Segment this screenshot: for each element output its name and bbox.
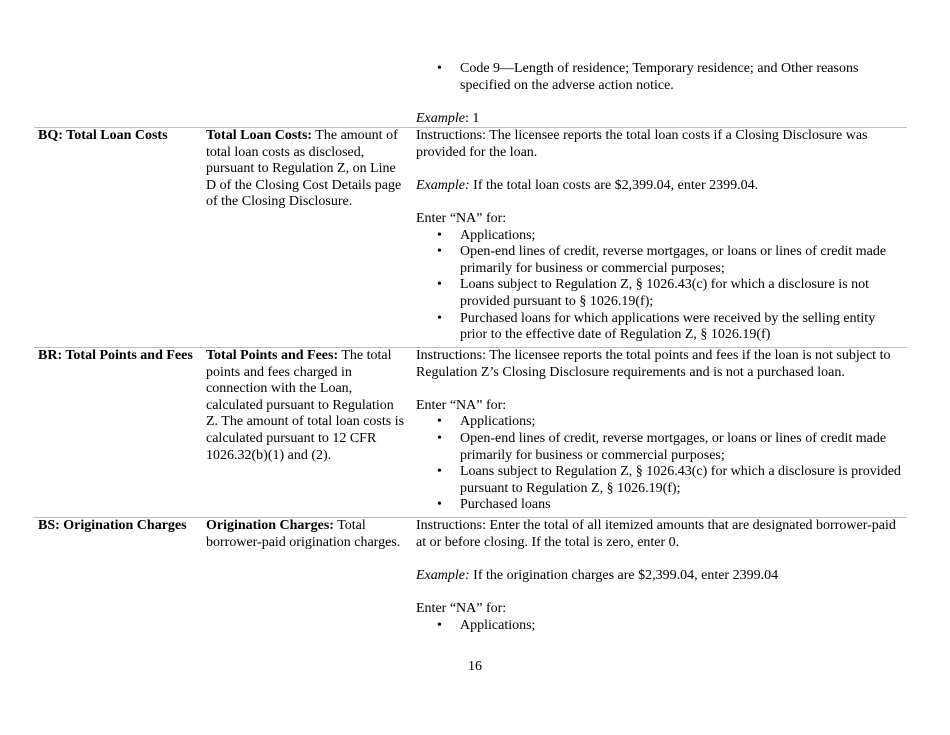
list-item: • Code 9—Length of residence; Temporary residence; and Other reasons specified on the adverse action notice. bbox=[437, 61, 859, 93]
list-item: • Applications; bbox=[437, 227, 536, 243]
instructions-text: Instructions: The licensee reports the total points and fees if the loan is not subject to Regulation Z’s Closing Disclosure requirements and is not a purchased loan. bbox=[416, 348, 891, 380]
list-item: • Applications; bbox=[437, 617, 536, 633]
list-item: • Loans subject to Regulation Z, § 1026.43(c) for which a disclosure is provided pursuant to Regulation Z, § 1026.19(f); bbox=[437, 464, 901, 496]
bullet-icon: • bbox=[437, 497, 442, 513]
bullet-icon: • bbox=[437, 244, 442, 260]
na-bullet-list bbox=[416, 618, 904, 635]
bullet-icon: • bbox=[437, 61, 442, 76]
instructions-br bbox=[416, 348, 904, 514]
bullet-icon: • bbox=[437, 430, 442, 446]
bullet-icon: • bbox=[437, 277, 442, 293]
enter-na-line: Enter “NA” for: bbox=[416, 210, 507, 226]
page-number: 16 bbox=[468, 659, 482, 674]
list-item: • Applications; bbox=[437, 414, 536, 430]
instructions-text: Instructions: Enter the total of all itemized amounts that are designated borrower-paid at or before closing. If the total is zero, enter 0. bbox=[416, 518, 896, 550]
enter-na-line: Enter “NA” for: bbox=[416, 397, 507, 413]
definition-bs: Origination Charges: Total borrower-paid origination charges. bbox=[206, 518, 401, 550]
bullet-icon: • bbox=[437, 414, 442, 430]
bullet-icon: • bbox=[437, 464, 442, 480]
field-code-bs: BS: Origination Charges bbox=[38, 518, 187, 533]
example-line: Example: If the origination charges are $2,399.04, enter 2399.04 bbox=[416, 567, 779, 583]
list-item: • Purchased loans bbox=[437, 497, 551, 513]
definition-bq: Total Loan Costs: The amount of total loan costs as disclosed, pursuant to Regulation Z, on Line D of the Closing Cost Details page of the Closing Disclosure. bbox=[206, 128, 402, 210]
field-code-bq: BQ: Total Loan Costs bbox=[38, 128, 168, 143]
list-item: • Loans subject to Regulation Z, § 1026.43(c) for which a disclosure is not provided pursuant to § 1026.19(f); bbox=[437, 277, 870, 309]
example-line: Example: If the total loan costs are $2,399.04, enter 2399.04. bbox=[416, 177, 759, 193]
field-code-br: BR: Total Points and Fees bbox=[38, 348, 193, 363]
instructions-text: Instructions: The licensee reports the total loan costs if a Closing Disclosure was provided for the loan. bbox=[416, 128, 868, 160]
example-line: Example: 1 bbox=[416, 110, 480, 126]
na-bullet-list bbox=[416, 414, 904, 514]
list-item: • Open-end lines of credit, reverse mortgages, or loans or lines of credit made primarily for business or commercial purposes; bbox=[437, 244, 887, 276]
definition-br: Total Points and Fees: The total points and fees charged in connection with the Loan, calculated pursuant to Regulation Z. The amount of total loan costs is calculated pursuant to 12 CFR 1026.32(b)(1) and (2). bbox=[206, 348, 405, 463]
top-continuation bbox=[416, 61, 904, 127]
enter-na-line: Enter “NA” for: bbox=[416, 600, 507, 616]
bullet-icon: • bbox=[437, 227, 442, 243]
instructions-bs bbox=[416, 518, 904, 634]
instructions-bq bbox=[416, 128, 904, 344]
list-item: • Purchased loans for which applications were received by the selling entity prior to the effective date of Regulation Z, § 1026.19(f) bbox=[437, 310, 876, 343]
bullet-icon: • bbox=[437, 617, 442, 633]
top-bullet-list bbox=[416, 61, 904, 94]
bullet-icon: • bbox=[437, 310, 442, 326]
list-item: • Open-end lines of credit, reverse mortgages, or loans or lines of credit made primarily for business or commercial purposes; bbox=[437, 430, 887, 463]
na-bullet-list bbox=[416, 228, 904, 344]
